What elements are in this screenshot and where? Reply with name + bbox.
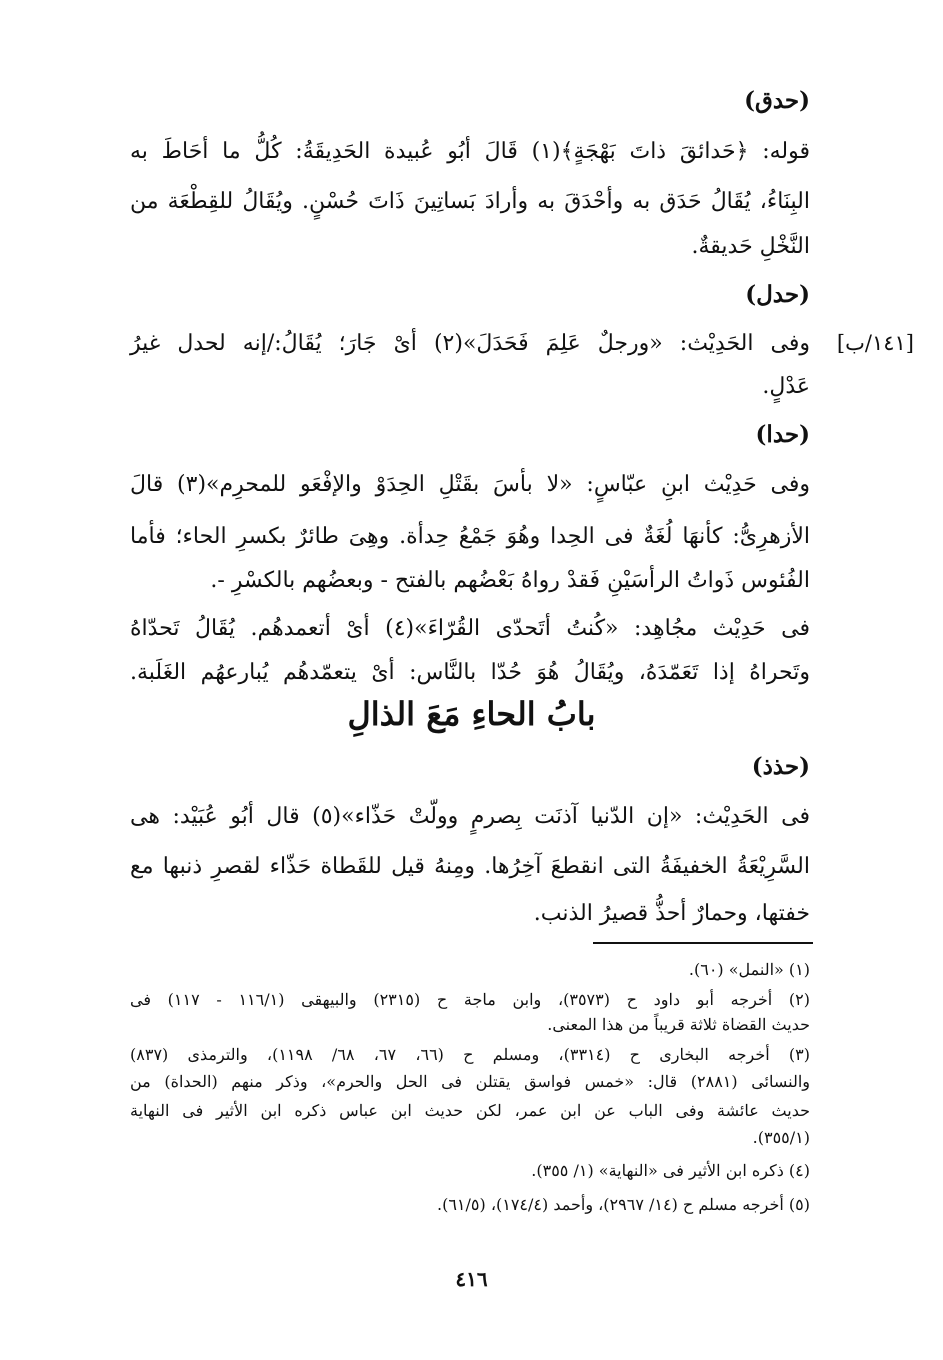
footnote-line: (٥) أخرجه مسلم ح (١٤/ ٢٩٦٧)، وأحمد (١٧٤/٤)، (٦١/٥). — [437, 1195, 810, 1214]
text-line: النَّخْلِ حَديقةٌ. — [691, 234, 810, 259]
text-line: وفى حَدِيْث ابنِ عبّاسٍ: «لا بأسَ بقَتْلِ الحِدَوْ والإفْعَو للمحرِم»(٣) قالَ — [130, 472, 811, 497]
footnote-line: حديث القضاة ثلاثة قريباً من هذا المعنى. — [547, 1015, 810, 1034]
text-line: خفتها، وحمارٌ أحذُّ قصيرُ الذنب. — [533, 901, 810, 926]
text-line: فى حَدِيْث مجُاهِد: «كُنتُ أتَحدّى القُرّاءَ»(٤) أىْ أتعمدهُم. يُقَالُ تَحدّاهُ — [130, 616, 810, 641]
manuscript-folio-note: [١٤١/ب] — [836, 331, 914, 355]
footnote-line: (٣) أخرجه البخارى ح (٣٣١٤)، ومسلم ح (٦٦، ٦٧، ٦٨/ ١١٩٨)، والترمذى (٨٣٧) — [130, 1045, 811, 1064]
chapter-title: بابُ الحاءِ مَعَ الذالِ — [347, 695, 596, 733]
footnote-line: حديث عائشة وفى الباب عن ابن عمر، لكن حديث ابن عباس ذكره ابن الأثير فى النهاية — [130, 1101, 810, 1120]
text-line: وتَحراهُ إذا تَعَمّدَهُ، ويُقَالُ هُوَ حُدّا بالنَّاس: أىْ يتعمّدهُم يُبارعهُم الغَلَبة. — [130, 660, 810, 685]
entry-heading-hadhadh: (حذذ) — [751, 753, 810, 780]
text-line: قوله: ﴿حَدائقَ ذاتَ بَهْجَةٍ﴾(١) قَالَ أبُو عُبيدة الحَدِيقَةُ: كُلُّ ما أحَاطَ به — [130, 139, 811, 164]
text-line: البِنَاءُ، يُقَالُ حَدَق به وأحْدَقَ به وأرادَ بَساتِينَ ذَاتَ حُسْنٍ. ويُقَالُ للقِطْعَة من — [130, 189, 810, 214]
footnote-line: (٢) أخرجه أبو داود ح (٣٥٧٣)، وابن ماجة ح (٢٣١٥) والبيهقى (١١٦/١ - ١١٧) فى — [130, 990, 810, 1009]
entry-heading-hadal: (حدل) — [745, 281, 810, 308]
footnote-line: (١) «النمل» (٦٠). — [688, 960, 810, 979]
text-line: السَّرِيْعَةُ الخفيفَةُ التى انقطعَ آخِرُها. ومِنهُ قيل للقَطاة حَذّاء لقصرِ ذنبها مع — [130, 854, 810, 879]
text-line: الأزهرِىُّ: كأنهَا لُغَةٌ فى الحِدا وهُوَ جَمْعُ حِدأة. وهِىَ طائرٌ بكسرِ الحاء؛ فأما — [130, 524, 810, 549]
footnote-separator — [593, 942, 813, 944]
footnote-line: والنسائى (٢٨٨١) قال: «خمس فواسق يقتلن فى الحل والحرم»، وذكر منهم (الحداة) من — [130, 1072, 811, 1091]
page-number: ٤١٦ — [455, 1267, 488, 1291]
text-line: عَدْلٍ. — [762, 374, 810, 399]
text-line: فى الحَدِيْث: «إن الدّنيا آذنَت بِصرمٍ وولّتْ حَذّاء»(٥) قال أبُو عُبَيْد: هى — [130, 804, 810, 829]
text-line: الفُئوس ذَواتُ الرأسَيْنِ فَقدْ رواهُ بَعْضُهم بالفتح - وبعضُهم بالكسْرِ -. — [210, 568, 810, 593]
text-line: وفى الحَدِيْث: «ورجلٌ عَلِمَ فَحَدَلَ»(٢) أىْ جَارَ؛ يُقَالُ:/إنه لحدل غيرُ — [130, 331, 810, 356]
entry-heading-hadaq: (حدق) — [744, 87, 810, 114]
footnote-line: (٣٥٥/١). — [752, 1128, 810, 1147]
entry-heading-hada: (حدا) — [755, 421, 810, 448]
footnote-line: (٤) ذكره ابن الأثير فى «النهاية» (١/ ٣٥٥). — [531, 1161, 810, 1180]
